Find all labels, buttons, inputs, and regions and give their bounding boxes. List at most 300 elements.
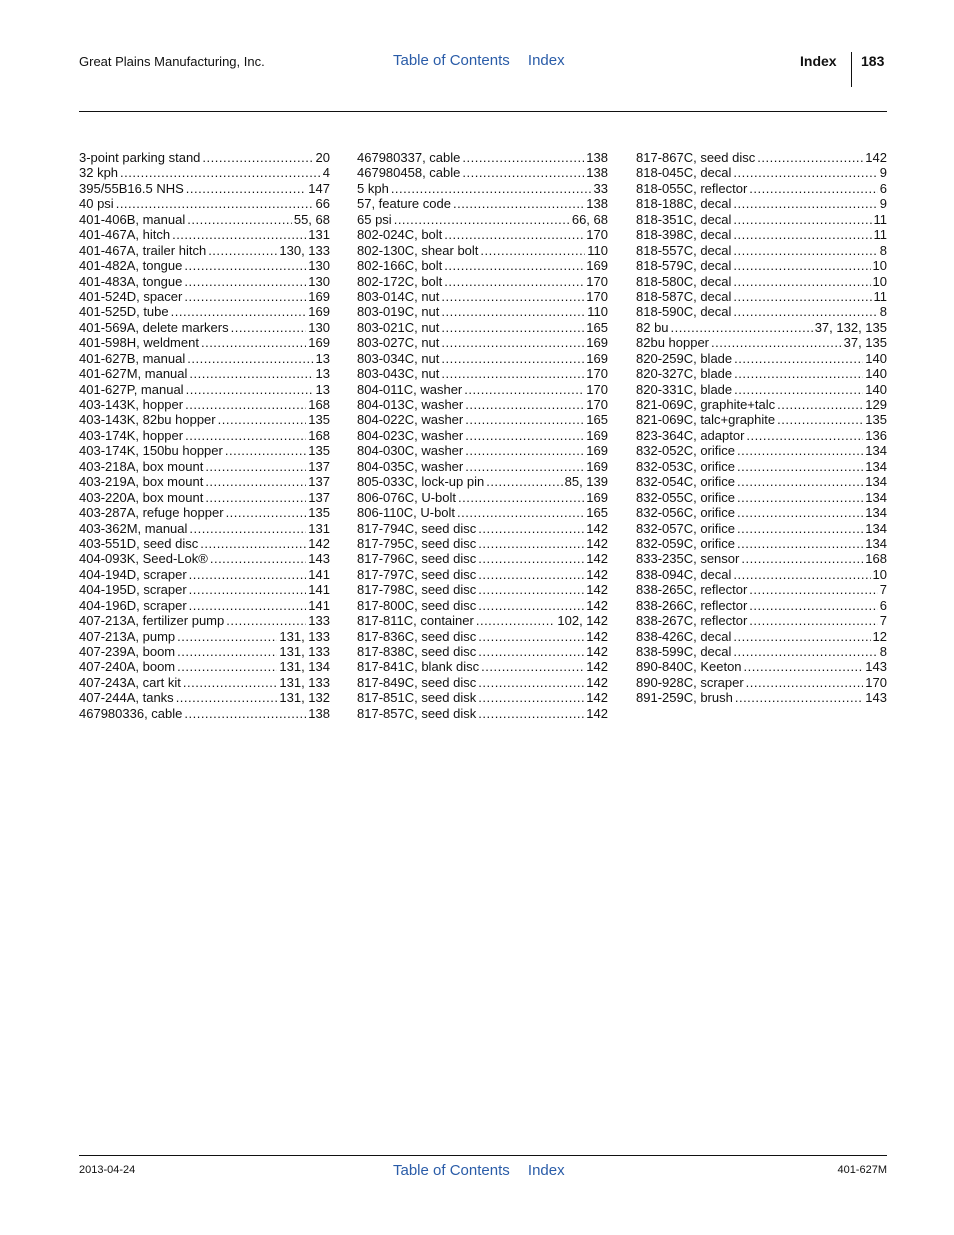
index-term: 832-052C, orifice (636, 443, 735, 459)
index-entry[interactable] (636, 181, 887, 196)
table-of-contents-link[interactable]: Table of Contents (393, 52, 510, 69)
index-page-refs[interactable]: 170 (865, 674, 887, 690)
index-page-refs[interactable]: 170 (586, 397, 608, 412)
index-page-refs[interactable]: 169 (586, 458, 608, 474)
index-entry[interactable] (79, 150, 330, 165)
index-page-refs[interactable]: 170 (586, 366, 608, 382)
index-page-refs[interactable]: 130 (308, 273, 330, 289)
index-page-refs[interactable]: 131, 134 (279, 659, 330, 675)
dot-leader (208, 243, 277, 258)
dot-leader (737, 443, 863, 458)
index-entry[interactable] (79, 320, 330, 335)
index-page-refs[interactable]: 142 (586, 597, 608, 613)
index-page-refs[interactable]: 66 (315, 196, 330, 212)
index-term: 467980337, cable (357, 150, 461, 165)
index-page-refs[interactable]: 135 (308, 412, 330, 428)
index-term: 838-265C, reflector (636, 582, 748, 598)
index-entry[interactable] (636, 351, 887, 366)
index-entry[interactable] (636, 443, 887, 458)
dot-leader (200, 536, 306, 551)
dot-leader (202, 150, 313, 165)
index-page-refs[interactable]: 130 (308, 258, 330, 274)
index-page-refs[interactable]: 141 (308, 582, 330, 598)
index-page-refs[interactable]: 130, 133 (279, 242, 330, 258)
index-entry[interactable] (636, 227, 887, 242)
index-term: 407-244A, tanks (79, 690, 174, 706)
index-entry[interactable] (357, 629, 608, 644)
index-term: 818-579C, decal (636, 258, 732, 274)
index-entry[interactable] (636, 397, 887, 412)
index-entry[interactable] (79, 382, 330, 397)
index-term: 65 psi (357, 211, 392, 227)
index-page-refs[interactable]: 142 (865, 150, 887, 165)
index-entry[interactable] (357, 382, 608, 397)
index-page-refs[interactable]: 131, 133 (279, 628, 330, 644)
index-page-refs[interactable]: 143 (865, 659, 887, 675)
index-entry[interactable] (357, 165, 608, 180)
index-term: 832-055C, orifice (636, 489, 735, 505)
index-page-refs[interactable]: 131, 132 (279, 690, 330, 706)
index-entry[interactable] (79, 397, 330, 412)
index-term: 803-027C, nut (357, 335, 440, 351)
index-entry[interactable] (79, 690, 330, 705)
index-entry[interactable] (636, 165, 887, 180)
index-entry[interactable] (79, 644, 330, 659)
index-term: 802-166C, bolt (357, 258, 443, 274)
index-entry[interactable] (636, 598, 887, 613)
index-page-refs[interactable]: 55, 68 (293, 211, 330, 227)
index-page-refs[interactable]: 136 (865, 427, 887, 443)
index-entry[interactable] (357, 150, 608, 165)
index-entry[interactable] (357, 289, 608, 304)
index-entry[interactable] (79, 551, 330, 566)
index-term: 403-220A, box mount (79, 489, 204, 505)
index-page-refs[interactable]: 165 (586, 505, 608, 521)
index-page-refs[interactable]: 85, 139 (564, 474, 608, 490)
index-term: 804-023C, washer (357, 427, 464, 443)
index-term: 804-035C, washer (357, 458, 464, 474)
index-entry[interactable] (79, 521, 330, 536)
index-term: 407-239A, boom (79, 644, 176, 659)
index-page-refs[interactable]: 110 (587, 304, 608, 320)
index-entry[interactable] (636, 490, 887, 505)
index-page-refs[interactable]: 8 (879, 644, 887, 659)
index-page-refs[interactable]: 134 (865, 458, 887, 474)
index-entry[interactable] (357, 212, 608, 227)
index-page-refs[interactable]: 134 (865, 489, 887, 505)
dot-leader (205, 474, 306, 489)
index-page-refs[interactable]: 143 (308, 551, 330, 567)
index-page-refs[interactable]: 102, 142 (557, 613, 608, 629)
dot-leader (225, 443, 306, 458)
index-entry[interactable] (636, 428, 887, 443)
index-page-refs[interactable]: 142 (586, 659, 608, 675)
index-entry[interactable] (636, 412, 887, 427)
dot-leader (478, 521, 584, 536)
index-term: 817-811C, container (357, 613, 474, 629)
index-term: 818-557C, decal (636, 242, 732, 258)
index-page-refs[interactable]: 138 (586, 150, 608, 165)
index-entry[interactable] (79, 351, 330, 366)
table-of-contents-link[interactable]: Table of Contents (393, 1162, 510, 1179)
index-entry[interactable] (79, 675, 330, 690)
index-entry[interactable] (357, 304, 608, 319)
index-term: 803-014C, nut (357, 288, 440, 304)
index-entry[interactable] (79, 258, 330, 273)
index-page-refs[interactable]: 143 (865, 690, 887, 706)
index-entry[interactable] (636, 459, 887, 474)
index-page-refs[interactable]: 9 (879, 196, 887, 212)
index-page-refs[interactable]: 8 (879, 242, 887, 258)
index-page-refs[interactable]: 170 (586, 273, 608, 289)
index-entry[interactable] (636, 366, 887, 381)
index-page-refs[interactable]: 13 (315, 366, 330, 382)
index-entry[interactable] (79, 459, 330, 474)
index-entry[interactable] (79, 289, 330, 304)
index-term: 818-045C, decal (636, 165, 732, 181)
index-entry[interactable] (79, 598, 330, 613)
index-page-refs[interactable]: 138 (308, 705, 330, 721)
index-page-refs[interactable]: 142 (586, 705, 608, 721)
index-entry[interactable] (636, 644, 887, 659)
index-term: 806-110C, U-bolt (357, 505, 456, 521)
index-entry[interactable] (636, 474, 887, 489)
index-page-refs[interactable]: 141 (308, 597, 330, 613)
index-page-refs[interactable]: 169 (308, 288, 330, 304)
dot-leader (737, 536, 863, 551)
index-entry[interactable] (79, 490, 330, 505)
index-page-refs[interactable]: 131 (308, 520, 330, 536)
index-entry[interactable] (357, 490, 608, 505)
index-entry[interactable] (636, 335, 887, 350)
index-entry[interactable] (636, 629, 887, 644)
index-entry[interactable] (79, 505, 330, 520)
index-page-refs[interactable]: 138 (586, 196, 608, 212)
dot-leader (465, 428, 584, 443)
index-entry[interactable] (636, 582, 887, 597)
index-page-refs[interactable]: 110 (587, 242, 608, 258)
index-page-refs[interactable]: 10 (872, 566, 887, 582)
index-entry[interactable] (636, 551, 887, 566)
index-page-refs[interactable]: 11 (873, 288, 887, 304)
index-page-refs[interactable]: 142 (586, 520, 608, 536)
index-term: 401-598H, weldment (79, 335, 199, 351)
index-entry[interactable] (79, 165, 330, 180)
index-page-refs[interactable]: 11 (873, 211, 887, 227)
dot-leader (733, 196, 877, 211)
index-entry[interactable] (79, 428, 330, 443)
index-entry[interactable] (79, 274, 330, 289)
index-page-refs[interactable]: 137 (308, 489, 330, 505)
index-entry[interactable] (636, 613, 887, 628)
index-page-refs[interactable]: 137 (308, 474, 330, 490)
index-entry[interactable] (357, 443, 608, 458)
index-entry[interactable] (79, 304, 330, 319)
dot-leader (478, 551, 584, 566)
index-entry[interactable] (357, 675, 608, 690)
index-page-refs[interactable]: 135 (308, 505, 330, 521)
index-term: 838-266C, reflector (636, 597, 748, 613)
index-page-refs[interactable]: 141 (308, 566, 330, 582)
index-page-refs[interactable]: 131, 133 (279, 674, 330, 690)
index-entry[interactable] (79, 212, 330, 227)
index-term: 401-482A, tongue (79, 258, 183, 274)
index-entry[interactable] (357, 335, 608, 350)
index-entry[interactable] (79, 613, 330, 628)
index-entry[interactable] (636, 382, 887, 397)
index-entry[interactable] (636, 690, 887, 705)
index-entry[interactable] (79, 243, 330, 258)
footer-nav (393, 1162, 579, 1179)
index-term: 803-019C, nut (357, 304, 440, 320)
index-page-refs[interactable]: 134 (865, 535, 887, 551)
index-term: 802-024C, bolt (357, 227, 443, 243)
index-entry[interactable] (79, 196, 330, 211)
index-page-refs[interactable]: 168 (308, 397, 330, 412)
index-term: 802-172C, bolt (357, 273, 443, 289)
index-entry[interactable] (79, 536, 330, 551)
index-entry[interactable] (357, 505, 608, 520)
index-entry[interactable] (79, 706, 330, 721)
index-page-refs[interactable]: 11 (873, 227, 887, 243)
index-entry[interactable] (636, 505, 887, 520)
index-entry[interactable] (357, 196, 608, 211)
index-page-refs[interactable]: 133 (308, 613, 330, 629)
index-entry[interactable] (636, 258, 887, 273)
index-page-refs[interactable]: 137 (308, 458, 330, 474)
index-entry[interactable] (636, 659, 887, 674)
index-entry[interactable] (636, 150, 887, 165)
index-page-refs[interactable]: 135 (308, 443, 330, 459)
index-term: 403-287A, refuge hopper (79, 505, 224, 521)
index-entry[interactable] (636, 567, 887, 582)
index-page-refs[interactable]: 7 (879, 613, 887, 629)
index-entry[interactable] (636, 320, 887, 335)
index-page-refs[interactable]: 37, 135 (843, 335, 887, 351)
index-page-refs[interactable]: 169 (586, 350, 608, 366)
index-page-refs[interactable]: 131 (308, 227, 330, 243)
index-page-refs[interactable]: 140 (865, 366, 887, 382)
dot-leader (478, 629, 584, 644)
index-term: 818-055C, reflector (636, 180, 748, 196)
index-page-refs[interactable]: 7 (879, 582, 887, 598)
dot-leader (777, 397, 863, 412)
index-page-refs[interactable]: 169 (586, 427, 608, 443)
index-entry[interactable] (357, 320, 608, 335)
index-entry[interactable] (357, 706, 608, 721)
index-entry[interactable] (357, 459, 608, 474)
index-term: 82 bu (636, 319, 669, 335)
index-page-refs[interactable]: 169 (586, 443, 608, 459)
dot-leader (189, 521, 306, 536)
index-page-refs[interactable]: 138 (586, 165, 608, 181)
index-page-refs[interactable]: 169 (308, 304, 330, 320)
index-entry[interactable] (357, 366, 608, 381)
index-page-refs[interactable]: 135 (865, 412, 887, 428)
index-page-refs[interactable]: 10 (872, 273, 887, 289)
dot-leader (457, 505, 584, 520)
index-page-refs[interactable]: 6 (879, 597, 887, 613)
index-term: 401-627M, manual (79, 366, 188, 382)
index-page-refs[interactable]: 170 (586, 227, 608, 243)
dot-leader (749, 613, 877, 628)
index-page-refs[interactable]: 142 (586, 551, 608, 567)
index-entry[interactable] (357, 644, 608, 659)
index-entry[interactable] (79, 582, 330, 597)
index-page-refs[interactable]: 134 (865, 505, 887, 521)
index-term: 403-219A, box mount (79, 474, 204, 490)
index-page-refs[interactable]: 168 (308, 427, 330, 443)
index-entry[interactable] (79, 181, 330, 196)
index-entry[interactable] (357, 181, 608, 196)
index-entry[interactable] (79, 659, 330, 674)
dot-leader (189, 598, 307, 613)
index-entry[interactable] (79, 567, 330, 582)
dot-leader (441, 366, 584, 381)
index-entry[interactable] (357, 690, 608, 705)
index-page-refs[interactable]: 169 (586, 258, 608, 274)
index-entry[interactable] (357, 551, 608, 566)
index-page-refs[interactable]: 134 (865, 474, 887, 490)
index-page-refs[interactable]: 9 (879, 165, 887, 181)
index-entry[interactable] (357, 474, 608, 489)
index-page-refs[interactable]: 165 (586, 319, 608, 335)
index-page-refs[interactable]: 168 (865, 551, 887, 567)
index-page-refs[interactable]: 66, 68 (571, 211, 608, 227)
index-page-refs[interactable]: 142 (586, 690, 608, 706)
index-entry[interactable] (357, 397, 608, 412)
index-page-refs[interactable]: 142 (586, 535, 608, 551)
index-page-refs[interactable]: 8 (879, 304, 887, 320)
index-page-refs[interactable]: 169 (586, 335, 608, 351)
index-entry[interactable] (357, 521, 608, 536)
dot-leader (186, 382, 314, 397)
index-entry[interactable] (357, 598, 608, 613)
index-column-1 (79, 150, 330, 721)
index-term: 818-351C, decal (636, 211, 732, 227)
index-entry[interactable] (79, 474, 330, 489)
index-term: 832-057C, orifice (636, 520, 735, 536)
index-entry[interactable] (357, 659, 608, 674)
dot-leader (476, 613, 556, 628)
dot-leader (733, 212, 871, 227)
index-entry[interactable] (79, 629, 330, 644)
index-term: 823-364C, adaptor (636, 427, 745, 443)
index-term: 803-034C, nut (357, 350, 440, 366)
index-entry[interactable] (79, 335, 330, 350)
index-entry[interactable] (79, 443, 330, 458)
index-page-refs[interactable]: 140 (865, 350, 887, 366)
dot-leader (734, 366, 863, 381)
index-entry[interactable] (357, 351, 608, 366)
index-page-refs[interactable]: 170 (586, 381, 608, 397)
index-page-refs[interactable]: 13 (315, 381, 330, 397)
index-page-refs[interactable]: 12 (872, 628, 887, 644)
index-entry[interactable] (636, 243, 887, 258)
index-entry[interactable] (79, 412, 330, 427)
index-page-refs[interactable]: 10 (872, 258, 887, 274)
index-entry[interactable] (357, 274, 608, 289)
index-page-refs[interactable]: 131, 133 (279, 644, 330, 659)
index-page-refs[interactable]: 6 (879, 180, 887, 196)
index-entry[interactable] (357, 567, 608, 582)
index-entry[interactable] (636, 274, 887, 289)
index-page-refs[interactable]: 134 (865, 443, 887, 459)
index-entry[interactable] (79, 366, 330, 381)
index-page-refs[interactable]: 142 (586, 674, 608, 690)
index-entry[interactable] (636, 212, 887, 227)
dot-leader (478, 690, 584, 705)
index-term: 818-188C, decal (636, 196, 732, 212)
index-term: 817-841C, blank disc (357, 659, 480, 675)
index-entry[interactable] (79, 227, 330, 242)
dot-leader (186, 181, 307, 196)
dot-leader (733, 567, 870, 582)
index-page-refs[interactable]: 134 (865, 520, 887, 536)
index-term: 401-467A, hitch (79, 227, 171, 243)
index-page-refs[interactable]: 142 (586, 582, 608, 598)
index-page-refs[interactable]: 170 (586, 288, 608, 304)
index-page-refs[interactable]: 33 (593, 180, 608, 196)
index-term: 407-243A, cart kit (79, 674, 181, 690)
index-entry[interactable] (357, 243, 608, 258)
index-column-3 (636, 150, 887, 706)
index-entry[interactable] (636, 289, 887, 304)
index-page-refs[interactable]: 142 (586, 644, 608, 659)
index-page-refs[interactable]: 147 (308, 180, 330, 196)
index-entry[interactable] (636, 536, 887, 551)
index-page-refs[interactable]: 13 (315, 350, 330, 366)
dot-leader (187, 212, 292, 227)
index-page-refs[interactable]: 140 (865, 381, 887, 397)
index-entry[interactable] (636, 304, 887, 319)
index-entry[interactable] (357, 582, 608, 597)
index-page-refs[interactable]: 169 (308, 335, 330, 351)
index-page-refs[interactable]: 37, 132, 135 (814, 319, 887, 335)
index-term: 401-406B, manual (79, 211, 186, 227)
index-page-refs[interactable]: 129 (865, 397, 887, 412)
index-page-refs[interactable]: 130 (308, 319, 330, 335)
index-entry[interactable] (636, 521, 887, 536)
dot-leader (671, 320, 813, 335)
index-term: 838-426C, decal (636, 628, 732, 644)
index-term: 833-235C, sensor (636, 551, 740, 567)
dot-leader (746, 675, 864, 690)
index-page-refs[interactable]: 142 (308, 535, 330, 551)
index-entry[interactable] (357, 227, 608, 242)
index-page-refs[interactable]: 142 (586, 566, 608, 582)
index-entry[interactable] (636, 675, 887, 690)
index-page-refs[interactable]: 165 (586, 412, 608, 428)
dot-leader (184, 289, 306, 304)
dot-leader (183, 675, 278, 690)
index-page-refs[interactable]: 4 (322, 165, 330, 181)
index-link[interactable]: Index (527, 52, 565, 69)
index-link[interactable]: Index (527, 1162, 565, 1179)
index-term: 817-795C, seed disc (357, 535, 477, 551)
index-entry[interactable] (357, 428, 608, 443)
index-page-refs[interactable]: 142 (586, 628, 608, 644)
index-entry[interactable] (357, 536, 608, 551)
dot-leader (185, 397, 306, 412)
index-entry[interactable] (357, 258, 608, 273)
index-page-refs[interactable]: 169 (586, 489, 608, 505)
index-entry[interactable] (636, 196, 887, 211)
index-page-refs[interactable]: 20 (315, 150, 330, 165)
index-entry[interactable] (357, 412, 608, 427)
index-entry[interactable] (357, 613, 608, 628)
index-term: 40 psi (79, 196, 114, 212)
